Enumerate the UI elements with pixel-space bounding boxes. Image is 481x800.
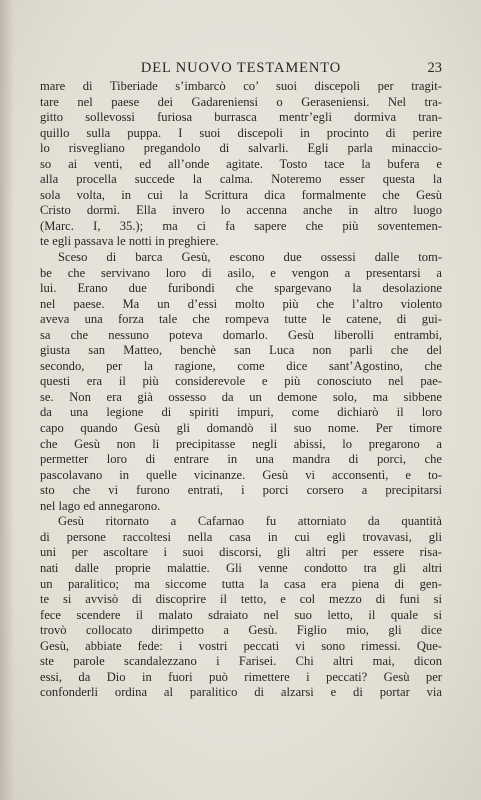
page-number: 23 [427,60,442,76]
text-line: Gesù ritornato a Cafarnao fu attorniato da quantità [58,514,442,529]
text-line: che Gesù non li precipitasse negli abissi, lo pregarono a [40,436,442,451]
text-line: mare di Tiberiade s’imbarcò co’ suoi discepoli per tragit- [40,79,442,93]
text-line: da una legione di spiriti impuri, come dichiarò il loro [40,405,442,420]
text-line: trovò collocato dirimpetto a Gesù. Figlio mio, gli dice [40,623,442,638]
text-line: Sceso di barca Gesù, escono due ossessi dalle tom- [58,250,442,265]
page-header [40,60,442,80]
body-text [40,79,442,701]
text-line: nati dalle proprie malattie. Gli venne condotto tra gli altri [40,560,442,575]
text-line: be che servivano loro di asilo, e vengon a presentarsi a [40,265,442,280]
text-line: alla procella succede la calma. Noteremo esser questa la [40,172,442,187]
page-gutter-shadow [0,0,14,800]
text-line: uni per ascoltare i suoi discorsi, gli altri per essere risa- [40,545,442,560]
text-line: pascolavano in quelle vicinanze. Gesù vi acconsentì, e to- [40,467,442,482]
text-line: Gesù, abbiate fede: i vostri peccati vi sono rimessi. Que- [40,638,442,653]
running-title: DEL NUOVO TESTAMENTO [140,60,342,76]
text-line: essi, da Dio in fuori può rimettere i peccati? Gesù per [40,669,442,684]
text-line: lo risvegliano pregandolo di salvarli. Egli parla minaccio- [40,141,442,156]
text-line: tare nel paese dei Gadareniensi o Geraseniensi. Nel tra- [40,94,442,109]
text-line: sa che nessuno poteva domarlo. Gesù liberolli entrambi, [40,327,442,342]
text-line: sola volta, in cui la Scrittura dica formalmente che Gesù [40,187,442,202]
text-line: di persone raccoltesi nella casa in cui egli trovavasi, gli [40,529,442,544]
text-line: nel paese. Ma un d’essi molto più che l’altro violento [40,296,442,311]
text-line: lui. Erano due furibondi che spargevano la desolazione [40,281,442,296]
text-line: te egli passava le notti in preghiere. [40,234,219,249]
text-line: se. Non era già ossesso da un demone solo, ma sibbene [40,389,442,404]
text-line: permetter loro di entrare in una mandra di porci, che [40,452,442,467]
text-line: nel lago ed annegarono. [40,498,161,513]
text-line: un paralitico; ma siccome tutta la casa era piena di gen- [40,576,442,591]
text-line: gitto sollevossi furiosa burrasca mentr’egli dormiva tran- [40,110,442,125]
text-line: Cristo dormì. Ella invero lo accenna anche in altro luogo [40,203,442,218]
text-line: quillo sulla puppa. I suoi discepoli in procinto di perire [40,125,442,140]
text-line: sto che vi furono entrati, i porci corsero a precipitarsi [40,483,442,498]
text-line: questi era il più considerevole e più conosciuto nel pae- [40,374,442,389]
text-line: ste parole scandalezzano i Farisei. Chi altri mai, dicon [40,654,442,669]
text-line: secondo, per la ragione, come dice sant’Agostino, che [40,358,442,373]
text-line: so ai venti, ed all’onde agitate. Tosto tace la bufera e [40,156,442,171]
text-line: te si avvisò di discoprire il tetto, e col mezzo di funi si [40,592,442,607]
text-line: fece scendere il malato sdraiato nel suo letto, il quale si [40,607,442,622]
text-line: aveva una forza tale che rompeva tutte le catene, di gui- [40,312,442,327]
text-line: (Marc. I, 35.); ma ci fa sapere che più soventemen- [40,218,442,233]
text-line: confonderli ordina al paralitico di alzarsi e di portar via [40,685,442,700]
text-line: giusta san Matteo, benchè san Luca non parli che del [40,343,442,358]
text-line: capo quando Gesù gli domandò il suo nome. Per timore [40,421,442,436]
